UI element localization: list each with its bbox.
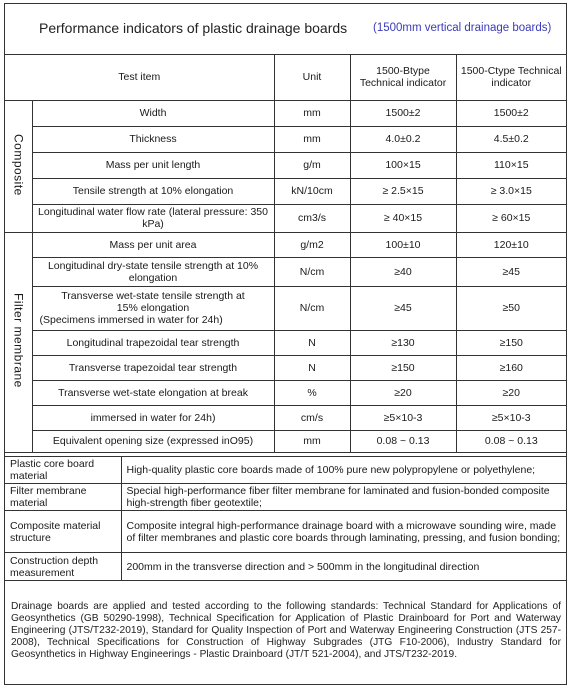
- desc-row: [5, 553, 566, 581]
- unit-cell: N/cm: [274, 257, 350, 286]
- group-composite: [5, 100, 32, 232]
- value-c-cell: 120±10: [456, 232, 566, 257]
- unit-cell: N: [274, 330, 350, 355]
- value-b-cell: 100×15: [350, 152, 456, 178]
- spec-sheet: [4, 3, 567, 685]
- unit-cell: cm3/s: [274, 204, 350, 232]
- group-filter-label: Filter membrane: [11, 293, 26, 388]
- header-unit: Unit: [274, 55, 350, 100]
- value-c-cell: 0.08 ~ 0.13: [456, 430, 566, 452]
- table-row: [5, 126, 566, 152]
- value-c-cell: ≥45: [456, 257, 566, 286]
- item-cell: Mass per unit length: [32, 152, 274, 178]
- desc-text: Composite integral high-performance drainage board with a microwave sounding wire, made of filter membranes and plastic core boards through laminating, pressing, and fusion bonding;: [121, 511, 566, 553]
- value-c-cell: ≥ 60×15: [456, 204, 566, 232]
- value-c-cell: ≥160: [456, 355, 566, 380]
- page-subtitle: (1500mm vertical drainage boards): [373, 22, 552, 34]
- item-text: Transverse wet-state tensile strength at 15% elongation: [61, 290, 245, 314]
- value-b-cell: 0.08 ~ 0.13: [350, 430, 456, 452]
- item-cell: immersed in water for 24h): [32, 405, 274, 430]
- desc-row: [5, 457, 566, 484]
- header-test-item: Test item: [5, 55, 274, 100]
- value-c-cell: ≥5×10-3: [456, 405, 566, 430]
- item-cell: [32, 286, 274, 330]
- group-filter-membrane: [5, 232, 32, 452]
- value-b-cell: 4.0±0.2: [350, 126, 456, 152]
- item-cell: Equivalent opening size (expressed inO95): [32, 430, 274, 452]
- group-composite-label: Composite: [11, 133, 26, 196]
- table-row: [5, 232, 566, 257]
- table-row: [5, 355, 566, 380]
- table-row: [5, 380, 566, 405]
- item-cell: Longitudinal dry-state tensile strength at 10% elongation: [32, 257, 274, 286]
- desc-label: Plastic core board material: [5, 457, 121, 484]
- table-row: [5, 257, 566, 286]
- unit-cell: mm: [274, 100, 350, 126]
- table-row: [5, 100, 566, 126]
- value-b-cell: ≥45: [350, 286, 456, 330]
- unit-cell: N/cm: [274, 286, 350, 330]
- desc-text: 200mm in the transverse direction and > 500mm in the longitudinal direction: [121, 553, 566, 581]
- table-row: [5, 204, 566, 232]
- unit-cell: kN/10cm: [274, 178, 350, 204]
- unit-cell: mm: [274, 430, 350, 452]
- value-b-cell: ≥40: [350, 257, 456, 286]
- item-note: (Specimens immersed in water for 24h): [39, 314, 223, 326]
- item-cell: Longitudinal trapezoidal tear strength: [32, 330, 274, 355]
- value-b-cell: ≥150: [350, 355, 456, 380]
- value-c-cell: ≥50: [456, 286, 566, 330]
- desc-label: Construction depth measurement: [5, 553, 121, 581]
- value-c-cell: 110×15: [456, 152, 566, 178]
- indicators-table: [5, 55, 566, 453]
- unit-cell: g/m: [274, 152, 350, 178]
- value-c-cell: 1500±2: [456, 100, 566, 126]
- value-b-cell: 100±10: [350, 232, 456, 257]
- desc-label: Filter membrane material: [5, 484, 121, 511]
- value-c-cell: ≥20: [456, 380, 566, 405]
- material-description-table: [5, 456, 566, 581]
- value-b-cell: ≥20: [350, 380, 456, 405]
- desc-text: Special high-performance fiber filter membrane for laminated and fusion-bonded composite high-strength fiber geotextile;: [121, 484, 566, 511]
- item-cell: Thickness: [32, 126, 274, 152]
- desc-row: [5, 484, 566, 511]
- desc-row: [5, 511, 566, 553]
- value-c-cell: ≥150: [456, 330, 566, 355]
- table-row: [5, 286, 566, 330]
- page-title: Performance indicators of plastic drainage boards: [39, 20, 348, 36]
- desc-text: High-quality plastic core boards made of 100% pure new polypropylene or polyethylene;: [121, 457, 566, 484]
- table-row: [5, 330, 566, 355]
- unit-cell: cm/s: [274, 405, 350, 430]
- header-col-b: 1500-Btype Technical indicator: [350, 55, 456, 100]
- table-row: [5, 178, 566, 204]
- unit-cell: %: [274, 380, 350, 405]
- unit-cell: mm: [274, 126, 350, 152]
- header-row: [5, 55, 566, 100]
- value-b-cell: ≥ 2.5×15: [350, 178, 456, 204]
- standards-note: Drainage boards are applied and tested according to the following standards: Technical Standard for Applications of Geosynthetics (GB 50290-1998), Technical Specification for Application of Plastic Drainboard for Port and Waterway Engineering (JTS/T232-2019), Standard for Quality Inspection of Port and Waterway Engineering Construction (JTS 257-2008), Technical Specifications for Construction of Highway Subgrades (JTG F10-2006), Industry Standard for Geosynthetics in Highway Engineerings - Plastic Drainboard (JT/T 521-2004), and JTS/T232-2019.: [11, 601, 561, 660]
- unit-cell: N: [274, 355, 350, 380]
- item-cell: Width: [32, 100, 274, 126]
- table-row: [5, 152, 566, 178]
- unit-cell: g/m2: [274, 232, 350, 257]
- value-b-cell: ≥130: [350, 330, 456, 355]
- item-cell: Mass per unit area: [32, 232, 274, 257]
- table-row: [5, 430, 566, 452]
- desc-label: Composite material structure: [5, 511, 121, 553]
- item-cell: Transverse trapezoidal tear strength: [32, 355, 274, 380]
- item-cell: Transverse wet-state elongation at break: [32, 380, 274, 405]
- value-c-cell: 4.5±0.2: [456, 126, 566, 152]
- value-c-cell: ≥ 3.0×15: [456, 178, 566, 204]
- value-b-cell: ≥5×10-3: [350, 405, 456, 430]
- table-row: [5, 405, 566, 430]
- title-row: [5, 4, 566, 55]
- value-b-cell: ≥ 40×15: [350, 204, 456, 232]
- value-b-cell: 1500±2: [350, 100, 456, 126]
- item-cell: Tensile strength at 10% elongation: [32, 178, 274, 204]
- header-col-c: 1500-Ctype Technical indicator: [456, 55, 566, 100]
- item-cell: Longitudinal water flow rate (lateral pressure: 350 kPa): [32, 204, 274, 232]
